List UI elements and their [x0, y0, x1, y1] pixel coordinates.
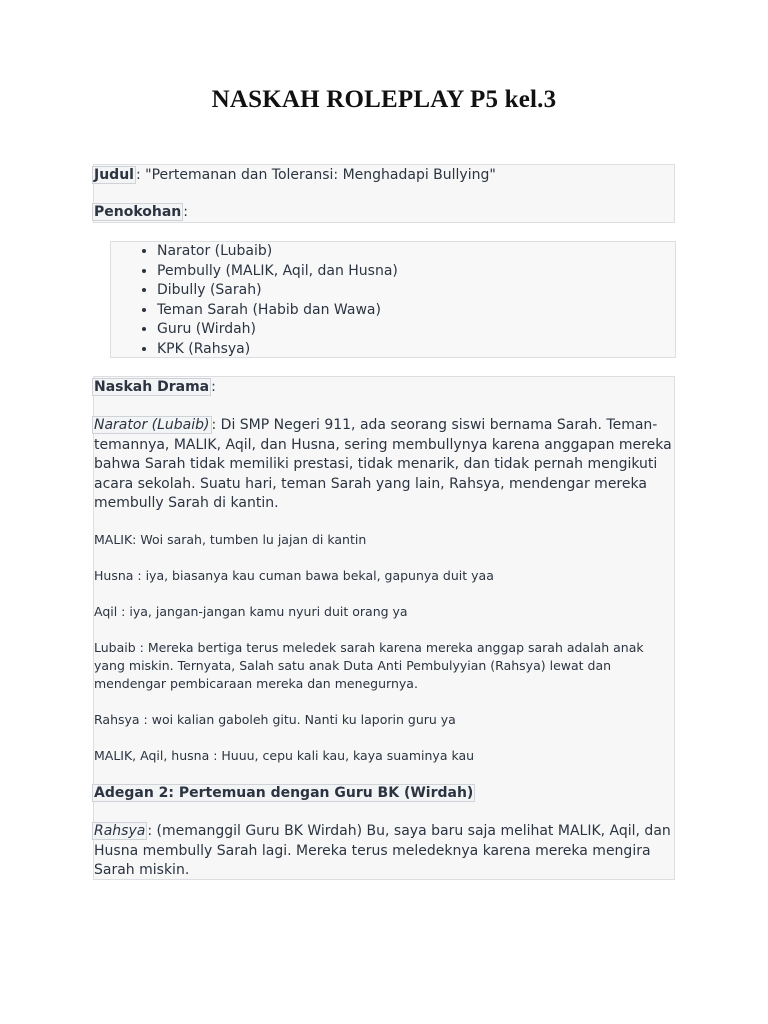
narator-text: : Di SMP Negeri 911, ada seorang siswi bernama Sarah. Teman-temannya, MALIK, Aqil, dan Husna, sering membullynya karena anggapan mereka bahwa Sarah tidak memiliki prestasi, tidak menarik, dan tidak pernah mengikuti acara sekolah. Suatu hari, teman Sarah yang lain, Rahsya, mendengar mereka membully Sarah di kantin.: [94, 417, 672, 511]
adegan2-heading: [94, 784, 475, 804]
naskah-heading: [94, 378, 216, 398]
naskah-label: Naskah Drama: [94, 379, 210, 395]
page-title: NASKAH ROLEPLAY P5 kel.3: [211, 86, 557, 113]
penokohan-colon: :: [183, 204, 188, 220]
dialog-line: MALIK: Woi sarah, tumben lu jajan di kantin: [94, 532, 367, 547]
dialog-line: Rahsya : woi kalian gaboleh gitu. Nanti ku laporin guru ya: [94, 712, 456, 727]
dialog-line: Aqil : iya, jangan-jangan kamu nyuri duit orang ya: [94, 604, 408, 619]
list-item: • Pembully (MALIK, Aqil, dan Husna): [157, 262, 398, 282]
penokohan-label: Penokohan: [94, 204, 182, 220]
judul-label: Judul: [94, 167, 134, 183]
dialog-line: MALIK, Aqil, husna : Huuu, cepu kali kau, kaya suaminya kau: [94, 748, 475, 763]
judul-penokohan-block: [93, 164, 675, 223]
cast-list-block: [110, 241, 676, 358]
rahsya-paragraph: [94, 822, 676, 881]
naskah-colon: :: [211, 379, 216, 395]
penokohan-heading: [94, 203, 188, 223]
judul-line: [94, 166, 496, 186]
adegan2-label: Adegan 2: Pertemuan dengan Guru BK (Wirdah): [94, 785, 474, 801]
rahsya-speaker: Rahsya: [94, 823, 146, 839]
list-item: • Narator (Lubaib): [157, 242, 398, 262]
judul-value: : "Pertemanan dan Toleransi: Menghadapi Bullying": [135, 167, 496, 183]
dialog-line: Lubaib : Mereka bertiga terus meledek sarah karena mereka anggap sarah adalah anak yang miskin. Ternyata, Salah satu anak Duta Anti Pembulyyian (Rahsya) lewat dan mendengar pembicaraan mereka dan menegurnya.: [94, 640, 644, 691]
naskah-drama-block: [93, 376, 675, 880]
dialog-line: Husna : iya, biasanya kau cuman bawa bekal, gapunya duit yaa: [94, 568, 494, 583]
narator-speaker: Narator (Lubaib): [94, 417, 210, 433]
list-item: • Guru (Wirdah): [157, 320, 398, 340]
rahsya-text: : (memanggil Guru BK Wirdah) Bu, saya baru saja melihat MALIK, Aqil, dan Husna membully Sarah lagi. Mereka terus meledeknya karena mereka mengira Sarah miskin.: [94, 823, 671, 878]
list-item: • Dibully (Sarah): [157, 281, 398, 301]
narator-paragraph: [94, 416, 676, 514]
list-item: • KPK (Rahsya): [157, 340, 398, 360]
list-item: • Teman Sarah (Habib dan Wawa): [157, 301, 398, 321]
cast-list: [111, 242, 398, 359]
